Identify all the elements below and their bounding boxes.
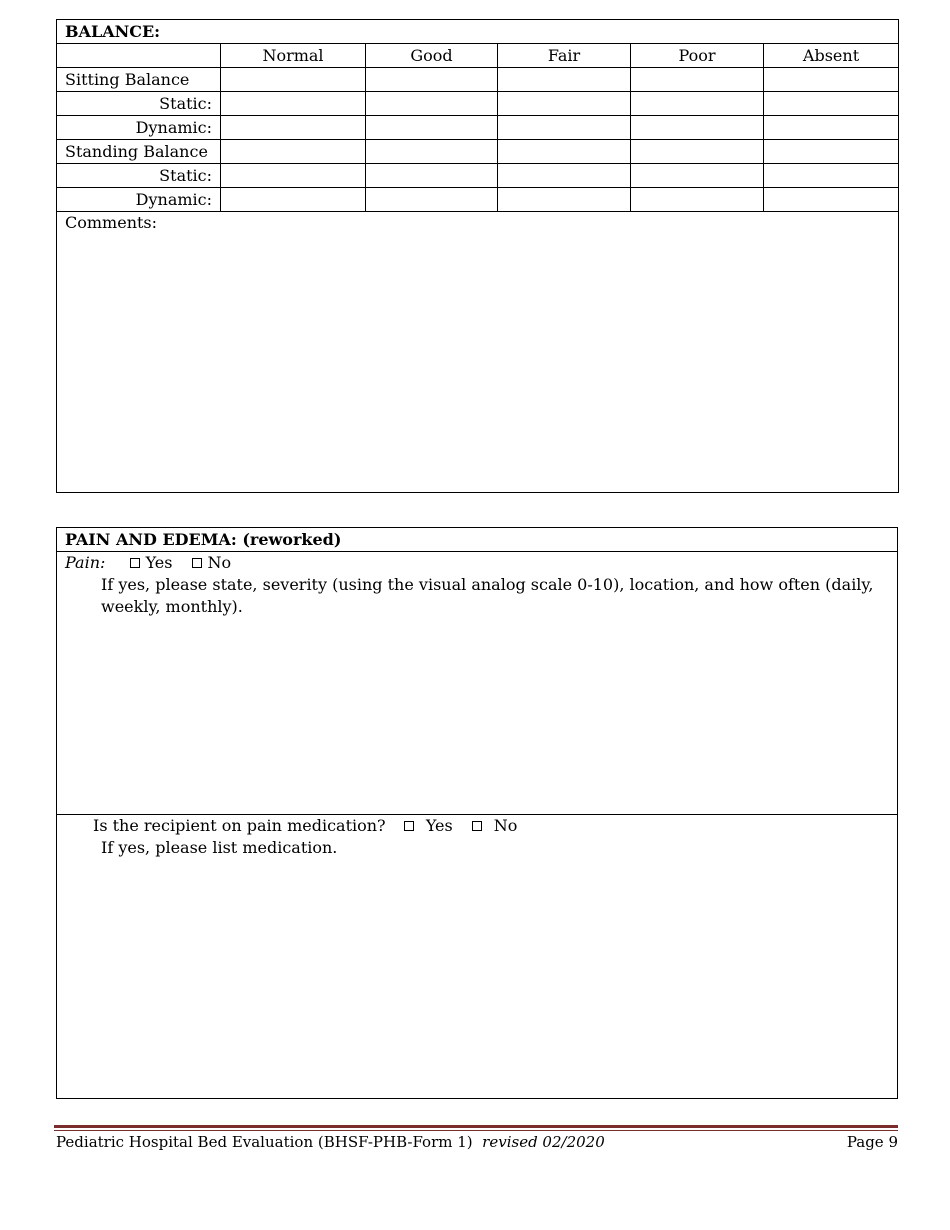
rating-cell[interactable] <box>631 116 764 140</box>
footer-rule <box>54 1125 898 1128</box>
table-row <box>57 164 899 188</box>
rating-cell[interactable] <box>498 188 631 212</box>
pain-instruction: If yes, please state, severity (using the visual analog scale 0-10), location, and how often (daily, <box>101 575 874 594</box>
rating-cell[interactable] <box>498 140 631 164</box>
pain-label: Pain: <box>65 553 106 572</box>
medication-yes-checkbox[interactable] <box>404 821 414 831</box>
footer-page-number: Page 9 <box>846 1133 898 1151</box>
rating-cell[interactable] <box>221 92 366 116</box>
footer-form-info <box>56 1132 605 1152</box>
table-row <box>57 140 899 164</box>
pain-question-line <box>65 552 889 574</box>
rating-cell[interactable] <box>631 68 764 92</box>
rating-cell[interactable] <box>221 68 366 92</box>
balance-table <box>56 19 899 493</box>
header-empty-cell <box>57 44 221 68</box>
rating-cell[interactable] <box>366 188 498 212</box>
column-header-fair: Fair <box>498 44 631 68</box>
rating-cell[interactable] <box>498 116 631 140</box>
footer-form-name: Pediatric Hospital Bed Evaluation (BHSF-PHB-Form 1) <box>56 1133 473 1151</box>
pain-edema-title: PAIN AND EDEMA: (reworked) <box>57 528 897 552</box>
medication-response-area[interactable] <box>57 815 897 1098</box>
pain-no-label[interactable]: No <box>207 553 232 572</box>
rating-cell[interactable] <box>764 116 899 140</box>
row-label-standing-balance: Standing Balance <box>57 140 221 164</box>
rating-cell[interactable] <box>498 164 631 188</box>
rating-cell[interactable] <box>366 116 498 140</box>
row-label-standing-static: Static: <box>57 164 221 188</box>
table-row <box>57 188 899 212</box>
rating-cell[interactable] <box>631 164 764 188</box>
column-header-poor: Poor <box>631 44 764 68</box>
rating-cell[interactable] <box>631 140 764 164</box>
pain-yes-label[interactable]: Yes <box>145 553 173 572</box>
pain-edema-section <box>56 527 898 1099</box>
row-label-sitting-dynamic: Dynamic: <box>57 116 221 140</box>
balance-header-row <box>57 44 899 68</box>
table-row <box>57 92 899 116</box>
rating-cell[interactable] <box>366 164 498 188</box>
rating-cell[interactable] <box>764 164 899 188</box>
column-header-normal: Normal <box>221 44 366 68</box>
pain-no-checkbox[interactable] <box>192 558 202 568</box>
table-row <box>57 116 899 140</box>
comments-field[interactable] <box>57 212 899 493</box>
medication-question: Is the recipient on pain medication? <box>93 816 386 835</box>
rating-cell[interactable] <box>221 140 366 164</box>
rating-cell[interactable] <box>366 68 498 92</box>
rating-cell[interactable] <box>631 188 764 212</box>
pain-yes-checkbox[interactable] <box>130 558 140 568</box>
rating-cell[interactable] <box>764 68 899 92</box>
rating-cell[interactable] <box>764 140 899 164</box>
rating-cell[interactable] <box>366 140 498 164</box>
rating-cell[interactable] <box>221 188 366 212</box>
row-label-standing-dynamic: Dynamic: <box>57 188 221 212</box>
rating-cell[interactable] <box>764 92 899 116</box>
medication-yes-label[interactable]: Yes <box>425 816 453 835</box>
rating-cell[interactable] <box>221 164 366 188</box>
rating-cell[interactable] <box>221 116 366 140</box>
row-label-sitting-balance: Sitting Balance <box>57 68 221 92</box>
medication-no-checkbox[interactable] <box>472 821 482 831</box>
rating-cell[interactable] <box>498 92 631 116</box>
medication-no-label[interactable]: No <box>493 816 518 835</box>
rating-cell[interactable] <box>631 92 764 116</box>
row-label-sitting-static: Static: <box>57 92 221 116</box>
balance-title: BALANCE: <box>57 20 899 44</box>
medication-question-line <box>65 815 889 837</box>
column-header-good: Good <box>366 44 498 68</box>
footer-revised: revised 02/2020 <box>482 1133 605 1151</box>
medication-instruction: If yes, please list medication. <box>101 838 338 857</box>
rating-cell[interactable] <box>498 68 631 92</box>
comments-label: Comments: <box>65 213 158 232</box>
column-header-absent: Absent <box>764 44 899 68</box>
balance-section <box>56 19 898 493</box>
rating-cell[interactable] <box>366 92 498 116</box>
rating-cell[interactable] <box>764 188 899 212</box>
table-row <box>57 68 899 92</box>
footer-rule-thin <box>54 1130 898 1131</box>
pain-instruction-continued: weekly, monthly). <box>101 597 243 616</box>
pain-response-area[interactable] <box>57 552 897 815</box>
